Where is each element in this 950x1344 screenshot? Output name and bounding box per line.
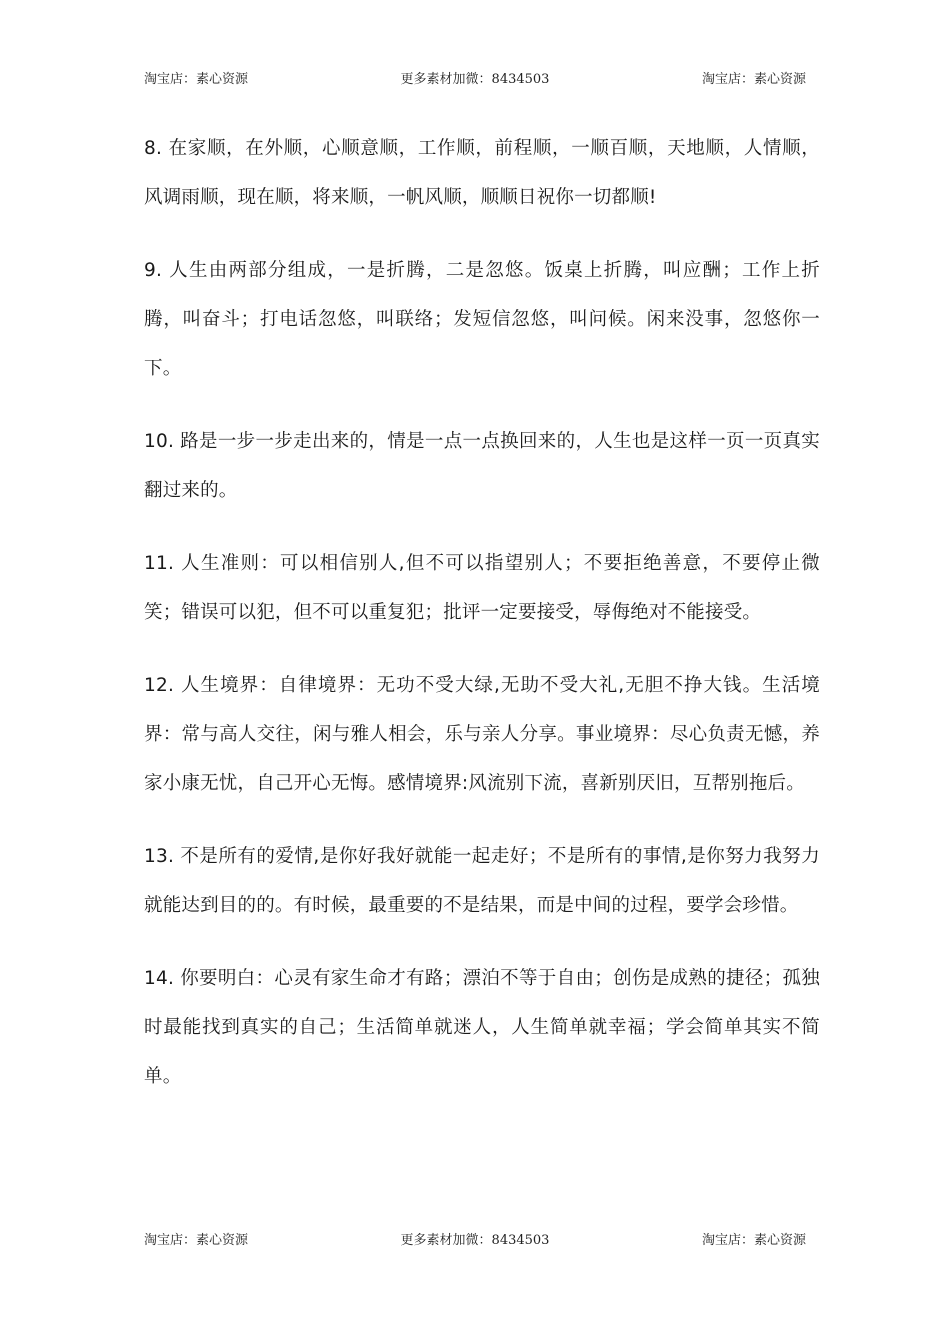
header-left-text: 淘宝店：素心资源 bbox=[144, 72, 249, 87]
paragraph-10: 10. 路是一步一步走出来的，情是一点一点换回来的，人生也是这样一页一页真实翻过来的。 bbox=[144, 431, 820, 501]
paragraph-9: 9. 人生由两部分组成，一是折腾，二是忽悠。饭桌上折腾，叫应酬；工作上折腾，叫奋斗；打电话忽悠，叫联络；发短信忽悠，叫问候。闲来没事，忽悠你一下。 bbox=[144, 260, 821, 379]
paragraph-13: 13. 不是所有的爱情,是你好我好就能一起走好；不是所有的事情,是你努力我努力就能达到目的的。有时候，最重要的不是结果，而是中间的过程，要学会珍惜。 bbox=[144, 846, 820, 916]
page-header bbox=[144, 68, 806, 90]
header-right-text: 淘宝店：素心资源 bbox=[701, 72, 806, 87]
footer-center-text: 更多素材加微：8434503 bbox=[400, 1233, 550, 1248]
paragraph-8: 8. 在家顺，在外顺，心顺意顺，工作顺，前程顺，一顺百顺，天地顺，人情顺，风调雨顺，现在顺，将来顺，一帆风顺，顺顺日祝你一切都顺! bbox=[144, 138, 820, 208]
footer-right-text: 淘宝店：素心资源 bbox=[701, 1233, 806, 1248]
paragraph-14: 14. 你要明白：心灵有家生命才有路；漂泊不等于自由；创伤是成熟的捷径；孤独时最能找到真实的自己；生活简单就迷人，人生简单就幸福；学会简单其实不简单。 bbox=[144, 968, 820, 1087]
footer-left-text: 淘宝店：素心资源 bbox=[144, 1233, 249, 1248]
paragraph-12: 12. 人生境界：自律境界：无功不受大绿,无助不受大礼,无胆不挣大钱。生活境界：常与高人交往，闲与雅人相会，乐与亲人分享。事业境界：尽心负责无憾，养家小康无忧，自己开心无悔。感情境界:风流别下流，喜新别厌旧，互帮别拖后。 bbox=[144, 675, 820, 794]
document-body bbox=[144, 124, 820, 1125]
page-footer bbox=[144, 1229, 806, 1251]
paragraph-11: 11. 人生准则：可以相信别人,但不可以指望别人；不要拒绝善意，不要停止微笑；错误可以犯，但不可以重复犯；批评一定要接受，辱侮绝对不能接受。 bbox=[144, 553, 820, 623]
header-center-text: 更多素材加微：8434503 bbox=[400, 72, 550, 87]
